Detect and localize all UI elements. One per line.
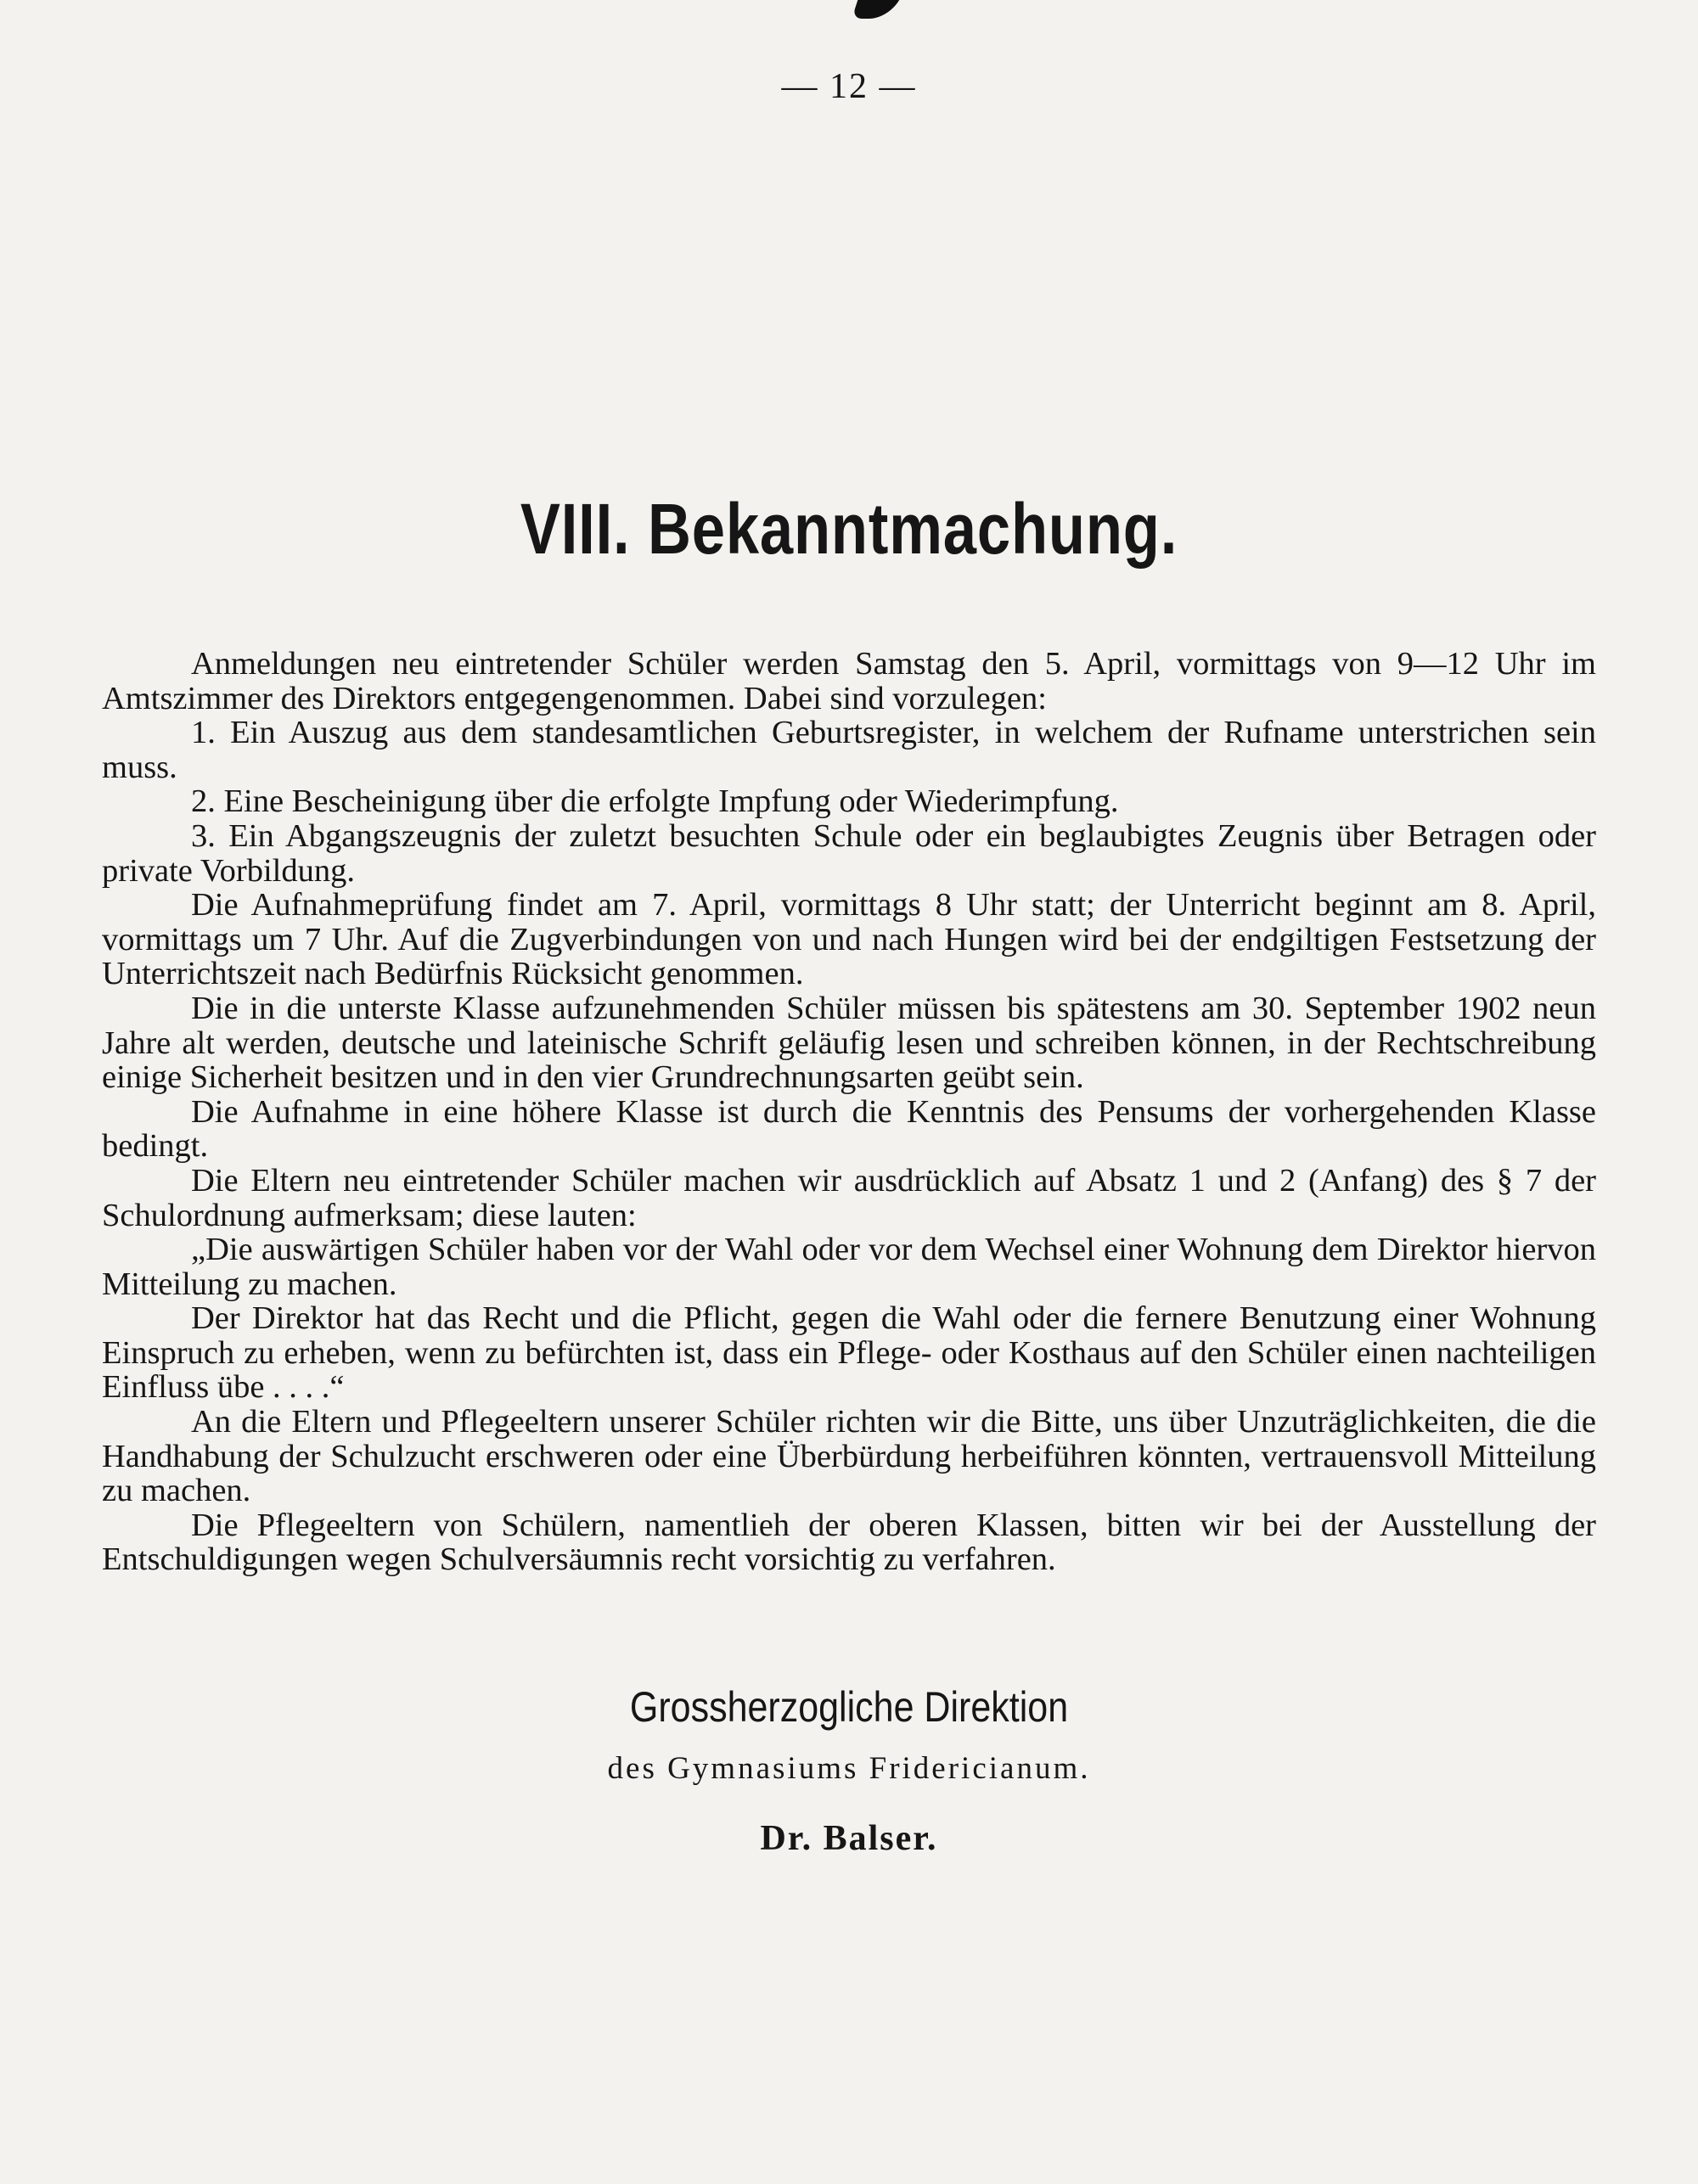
paragraph-age-requirements: Die in die unterste Klasse aufzunehmenden Schüler müssen bis spätestens am 30. September 1902 neun Jahre alt werden, deutsche und lateinische Schrift geläufig lesen und schreiben können, in der Rechtschreibung einige Sicherheit besitzen und in den vier Grundrechnungsarten geübt sein. bbox=[102, 990, 1596, 1096]
list-item-school-certificate: 3. Ein Abgangszeugnis der zuletzt besuchten Schule oder ein beglaubigtes Zeugnis über Betragen oder private Vorbildung. bbox=[102, 817, 1596, 889]
section-title: VIII. Bekanntmachung. bbox=[520, 489, 1178, 569]
paragraph-higher-class: Die Aufnahme in eine höhere Klasse ist durch die Kenntnis des Pensums der vorhergehenden Klasse bedingt. bbox=[102, 1093, 1596, 1165]
page-number: — 12 — bbox=[781, 67, 917, 106]
paragraph-school-rules: Die Eltern neu eintretender Schüler machen wir ausdrücklich auf Absatz 1 und 2 (Anfang) des § 7 der Schulordnung aufmerksam; diese lauten: bbox=[102, 1162, 1596, 1233]
announcement-body bbox=[102, 647, 1596, 1577]
paragraph-excuses: Die Pflegeeltern von Schülern, namentlieh der oberen Klassen, bitten wir bei der Ausstellung der Entschuldigungen wegen Schulversäumnis recht vorsichtig zu verfahren. bbox=[102, 1507, 1596, 1578]
paragraph-entrance-exam: Die Aufnahmeprüfung findet am 7. April, vormittags 8 Uhr statt; der Unterricht beginnt am 8. April, vormittags um 7 Uhr. Auf die Zugverbindungen von und nach Hungen wird bei der endgiltigen Festsetzung der Unterrichtszeit nach Bedürfnis Rücksicht genommen. bbox=[102, 887, 1596, 992]
paragraph-parents-request: An die Eltern und Pflegeeltern unserer Schüler richten wir die Bitte, uns über Unzuträglichkeiten, die die Handhabung der Schulzucht erschweren oder eine Überbürdung herbeiführen könnten, vertrauensvoll Mitteilung zu machen. bbox=[102, 1404, 1596, 1509]
quote-residence-rule: „Die auswärtigen Schüler haben vor der Wahl oder vor dem Wechsel einer Wohnung dem Direktor hiervon Mitteilung zu machen. bbox=[102, 1232, 1596, 1302]
signature-institution: des Gymnasiums Fridericianum. bbox=[607, 1751, 1091, 1786]
list-item-birth-register: 1. Ein Auszug aus dem standesamtlichen Geburtsregister, in welchem der Rufname unterstrichen sein muss. bbox=[102, 715, 1596, 785]
signature-name: Dr. Balser. bbox=[760, 1819, 938, 1858]
list-item-vaccination: 2. Eine Bescheinigung über die erfolgte Impfung oder Wiederimpfung. bbox=[191, 783, 1119, 820]
ink-mark bbox=[852, 0, 906, 19]
signature-office: Grossherzogliche Direktion bbox=[629, 1683, 1069, 1731]
paragraph-registration: Anmeldungen neu eintretender Schüler werden Samstag den 5. April, vormittags von 9—12 Uhr im Amtszimmer des Direktors entgegengenommen. Dabei sind vorzulegen: bbox=[102, 646, 1596, 716]
quote-director-right: Der Direktor hat das Recht und die Pflicht, gegen die Wahl oder die fernere Benutzung einer Wohnung Einspruch zu erheben, wenn zu befürchten ist, dass ein Pflege- oder Kosthaus auf den Schüler einen nachteiligen Einfluss übe . . . .“ bbox=[102, 1300, 1596, 1406]
